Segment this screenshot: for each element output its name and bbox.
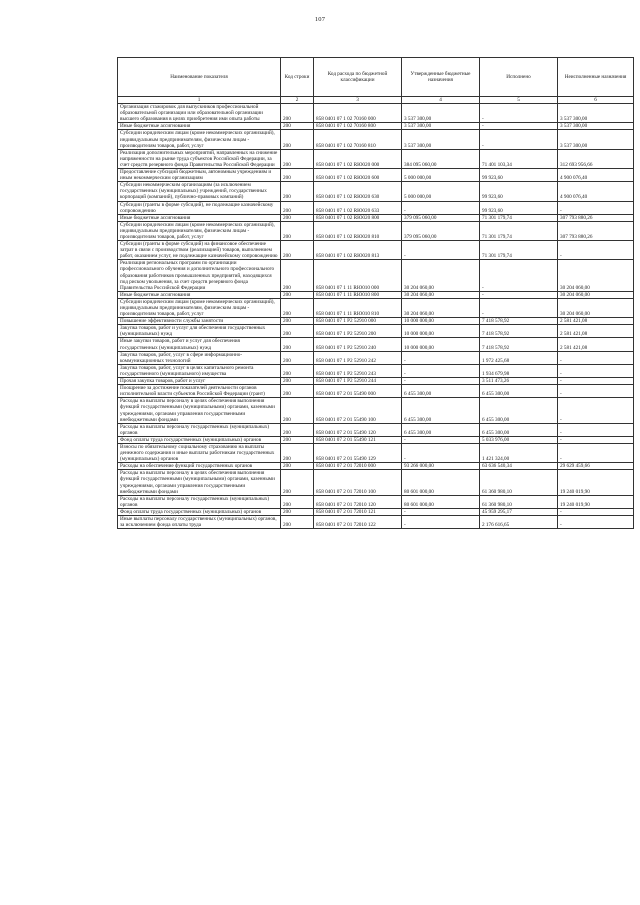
- table-row: [118, 325, 634, 338]
- row-unexecuted: 19 240 019,90: [558, 470, 634, 495]
- row-code: 200: [281, 423, 314, 436]
- row-name: Фонд оплаты труда государственных (муниципальных) органов: [118, 436, 281, 443]
- row-name: Закупка товаров, работ, услуг в сфере информационно-коммуникационных технологий: [118, 351, 281, 364]
- row-code: 200: [281, 516, 314, 529]
- table-row: [118, 351, 634, 364]
- row-unexecuted: 3 537 300,00: [558, 104, 634, 123]
- table-row: [118, 463, 634, 470]
- row-executed: 6 455 300,00: [480, 385, 558, 398]
- row-code: 200: [281, 463, 314, 470]
- table-row: [118, 221, 634, 240]
- row-kbk: 858 0401 07 2 01 55490 000: [314, 385, 402, 398]
- row-executed: 1 421 324,00: [480, 443, 558, 462]
- row-kbk: 858 0401 07 2 01 55490 129: [314, 443, 402, 462]
- row-unexecuted: 30 204 060,00: [558, 298, 634, 317]
- row-approved: 93 266 000,00: [402, 463, 480, 470]
- row-kbk: 858 0401 07 1 02 RЮ020 000: [314, 149, 402, 168]
- table-row: [118, 385, 634, 398]
- row-kbk: 858 0401 07 1 02 RЮ020 600: [314, 169, 402, 182]
- row-executed: -: [480, 123, 558, 130]
- row-name: Фонд оплаты труда государственных (муниципальных) органов: [118, 508, 281, 515]
- row-unexecuted: -: [558, 398, 634, 423]
- row-unexecuted: 312 693 956,66: [558, 149, 634, 168]
- row-approved: 80 601 000,00: [402, 495, 480, 508]
- table-row: [118, 470, 634, 495]
- row-approved: -: [402, 241, 480, 260]
- row-approved: -: [402, 364, 480, 377]
- header-row: [118, 58, 634, 97]
- row-kbk: 858 0401 07 1 11 RЮ010 800: [314, 291, 402, 298]
- row-approved: 3 537 300,00: [402, 130, 480, 149]
- row-executed: 7 418 578,92: [480, 338, 558, 351]
- row-approved: -: [402, 201, 480, 214]
- column-number: 2: [281, 97, 314, 104]
- row-name: Расходы на выплаты персоналу государственных (муниципальных) органов: [118, 495, 281, 508]
- column-number: 6: [558, 97, 634, 104]
- table-row: [118, 338, 634, 351]
- row-code: 200: [281, 201, 314, 214]
- row-kbk: 858 0401 07 1 P2 52910 000: [314, 318, 402, 325]
- row-unexecuted: -: [558, 364, 634, 377]
- row-kbk: 858 0401 07 2 01 72010 120: [314, 495, 402, 508]
- row-name: Иные бюджетные ассигнования: [118, 214, 281, 221]
- row-code: 200: [281, 291, 314, 298]
- row-executed: -: [480, 130, 558, 149]
- header-name: Наименование показателя: [118, 58, 281, 97]
- row-executed: 71 401 103,34: [480, 149, 558, 168]
- header-code: Код строки: [281, 58, 314, 97]
- column-number: 3: [314, 97, 402, 104]
- row-unexecuted: 3 537 300,00: [558, 130, 634, 149]
- row-approved: 3 537 300,00: [402, 123, 480, 130]
- table-row: [118, 123, 634, 130]
- row-kbk: 858 0401 07 1 11 RЮ010 000: [314, 260, 402, 291]
- row-unexecuted: 19 240 019,90: [558, 495, 634, 508]
- row-name: Иные закупки товаров, работ и услуг для обеспечения государственных (муниципальных) нужд: [118, 338, 281, 351]
- row-executed: 5 033 976,00: [480, 436, 558, 443]
- table-row: [118, 436, 634, 443]
- row-code: 200: [281, 378, 314, 385]
- row-kbk: 858 0401 07 1 02 70160 810: [314, 130, 402, 149]
- row-code: 200: [281, 221, 314, 240]
- header-approved: Утвержденные бюджетные назначения: [402, 58, 480, 97]
- row-code: 200: [281, 508, 314, 515]
- row-name: Расходы на выплаты персоналу в целях обеспечения выполнения функций государственными (муниципальными) органами, казенными учреждениями, органами управления государственными внебюджетными фондами: [118, 470, 281, 495]
- row-executed: -: [480, 291, 558, 298]
- row-approved: -: [402, 508, 480, 515]
- row-code: 200: [281, 214, 314, 221]
- row-name: Поощрение за достижение показателей деятельности органов исполнительной власти субъектов Российской Федерации (грант): [118, 385, 281, 398]
- row-approved: 10 000 000,00: [402, 325, 480, 338]
- row-code: 200: [281, 298, 314, 317]
- row-code: 200: [281, 470, 314, 495]
- row-unexecuted: -: [558, 508, 634, 515]
- table-row: [118, 169, 634, 182]
- row-code: 200: [281, 398, 314, 423]
- row-name: Взносы по обязательному социальному страхованию на выплаты денежного содержания и иные выплаты работникам государственных (муниципальных) органов: [118, 443, 281, 462]
- row-executed: 3 511 473,26: [480, 378, 558, 385]
- row-unexecuted: -: [558, 423, 634, 436]
- row-unexecuted: 2 581 421,08: [558, 325, 634, 338]
- row-code: 200: [281, 149, 314, 168]
- row-approved: 6 455 300,00: [402, 385, 480, 398]
- row-unexecuted: 3 537 300,00: [558, 123, 634, 130]
- row-executed: 99 923,60: [480, 169, 558, 182]
- row-approved: -: [402, 378, 480, 385]
- table-row: [118, 516, 634, 529]
- row-kbk: 858 0401 07 1 02 RЮ020 810: [314, 221, 402, 240]
- row-approved: 10 000 000,00: [402, 338, 480, 351]
- row-unexecuted: -: [558, 351, 634, 364]
- row-unexecuted: 29 629 459,66: [558, 463, 634, 470]
- table-row: [118, 364, 634, 377]
- row-name: Субсидии (гранты в форме субсидий) на финансовое обеспечение затрат в связи с производством (реализацией) товаров, выполнением работ, оказанием услуг, не подлежащие казначейскому сопровождению: [118, 241, 281, 260]
- table-row: [118, 130, 634, 149]
- row-approved: -: [402, 436, 480, 443]
- table-row: [118, 423, 634, 436]
- row-unexecuted: -: [558, 443, 634, 462]
- row-executed: 6 455 300,00: [480, 398, 558, 423]
- table-row: [118, 495, 634, 508]
- row-name: Иные выплаты персоналу государственных (муниципальных) органов, за исключением фонда оплаты труда: [118, 516, 281, 529]
- row-executed: -: [480, 298, 558, 317]
- row-kbk: 858 0401 07 1 02 RЮ020 813: [314, 241, 402, 260]
- row-kbk: 858 0401 07 1 02 RЮ020 630: [314, 182, 402, 201]
- row-kbk: 858 0401 07 2 01 72010 121: [314, 508, 402, 515]
- row-unexecuted: 30 204 060,00: [558, 291, 634, 298]
- row-kbk: 858 0401 07 1 02 RЮ020 800: [314, 214, 402, 221]
- row-code: 200: [281, 495, 314, 508]
- column-number-row: [118, 97, 634, 104]
- table-row: [118, 291, 634, 298]
- row-executed: 63 636 540,34: [480, 463, 558, 470]
- row-approved: 10 000 000,00: [402, 318, 480, 325]
- row-name: Реализация региональных программ по организации профессионального обучения и дополнительного профессионального образования работников промышленных предприятий, находящихся под риском увольнения, за счет средств резервного фонда Правительства Российской Федерации: [118, 260, 281, 291]
- row-approved: 379 095 060,00: [402, 221, 480, 240]
- row-name: Субсидии юридическим лицам (кроме некоммерческих организаций), индивидуальным предпринимателям, физическим лицам - производителям товаров, работ, услуг: [118, 221, 281, 240]
- table-row: [118, 318, 634, 325]
- row-kbk: 858 0401 07 1 P2 52910 240: [314, 338, 402, 351]
- row-unexecuted: -: [558, 385, 634, 398]
- table-body: [118, 104, 634, 529]
- row-executed: 7 418 578,92: [480, 318, 558, 325]
- row-unexecuted: -: [558, 436, 634, 443]
- row-unexecuted: 307 793 880,26: [558, 221, 634, 240]
- row-executed: 7 418 578,92: [480, 325, 558, 338]
- row-executed: 1 934 679,98: [480, 364, 558, 377]
- row-approved: 5 000 000,00: [402, 169, 480, 182]
- row-executed: 71 301 179,74: [480, 214, 558, 221]
- row-kbk: 858 0401 07 2 01 72010 000: [314, 463, 402, 470]
- row-name: Субсидии юридическим лицам (кроме некоммерческих организаций), индивидуальным предпринимателям, физическим лицам - производителям товаров, работ, услуг: [118, 298, 281, 317]
- row-approved: -: [402, 443, 480, 462]
- row-unexecuted: -: [558, 378, 634, 385]
- table-row: [118, 378, 634, 385]
- row-kbk: 858 0401 07 2 01 55490 100: [314, 398, 402, 423]
- row-code: 200: [281, 182, 314, 201]
- row-executed: 1 972 425,68: [480, 351, 558, 364]
- row-code: 200: [281, 241, 314, 260]
- row-kbk: 858 0401 07 2 01 55490 121: [314, 436, 402, 443]
- row-unexecuted: -: [558, 201, 634, 214]
- table-row: [118, 260, 634, 291]
- table-row: [118, 241, 634, 260]
- row-unexecuted: 4 900 076,40: [558, 169, 634, 182]
- row-unexecuted: 4 900 076,40: [558, 182, 634, 201]
- row-code: 200: [281, 338, 314, 351]
- row-kbk: 858 0401 07 1 02 70160 000: [314, 104, 402, 123]
- row-name: Субсидии некоммерческим организациям (за исключением государственных (муниципальных) учреждений, государственных корпораций (компаний), публично-правовых компаний): [118, 182, 281, 201]
- row-kbk: 858 0401 07 1 P2 52910 243: [314, 364, 402, 377]
- row-kbk: 858 0401 07 1 P2 52910 244: [314, 378, 402, 385]
- row-code: 200: [281, 104, 314, 123]
- header-unexecuted: Неисполненные назначения: [558, 58, 634, 97]
- row-code: 200: [281, 318, 314, 325]
- row-unexecuted: -: [558, 516, 634, 529]
- row-kbk: 858 0401 07 1 02 RЮ020 633: [314, 201, 402, 214]
- row-code: 200: [281, 260, 314, 291]
- page-number: 107: [314, 16, 326, 23]
- row-kbk: 858 0401 07 1 P2 52910 242: [314, 351, 402, 364]
- budget-execution-table: [117, 57, 634, 529]
- row-unexecuted: 30 204 060,00: [558, 260, 634, 291]
- row-approved: 6 455 300,00: [402, 423, 480, 436]
- row-approved: 384 095 060,00: [402, 149, 480, 168]
- table-row: [118, 104, 634, 123]
- row-executed: -: [480, 260, 558, 291]
- row-kbk: 858 0401 07 2 01 72010 100: [314, 470, 402, 495]
- row-unexecuted: 2 581 421,08: [558, 318, 634, 325]
- row-code: 200: [281, 123, 314, 130]
- row-kbk: 858 0401 07 2 01 72010 122: [314, 516, 402, 529]
- row-approved: 30 204 060,00: [402, 298, 480, 317]
- row-approved: 379 095 060,00: [402, 214, 480, 221]
- row-approved: -: [402, 351, 480, 364]
- row-name: Иные бюджетные ассигнования: [118, 291, 281, 298]
- row-approved: -: [402, 516, 480, 529]
- column-number: 5: [480, 97, 558, 104]
- table-row: [118, 149, 634, 168]
- row-code: 200: [281, 364, 314, 377]
- row-executed: 2 176 616,65: [480, 516, 558, 529]
- row-approved: 30 204 060,00: [402, 291, 480, 298]
- row-name: Организация стажировок для выпускников профессиональной образовательной организации или образовательной организации высшего образования в целях приобретения ими опыта работы: [118, 104, 281, 123]
- table-row: [118, 214, 634, 221]
- row-code: 200: [281, 385, 314, 398]
- row-kbk: 858 0401 07 1 02 70160 800: [314, 123, 402, 130]
- row-executed: 6 455 300,00: [480, 423, 558, 436]
- row-kbk: 858 0401 07 1 P2 52910 200: [314, 325, 402, 338]
- table-row: [118, 443, 634, 462]
- row-name: Субсидии (гранты в форме субсидий), не подлежащие казначейскому сопровождению: [118, 201, 281, 214]
- row-approved: 3 537 300,00: [402, 104, 480, 123]
- table-row: [118, 398, 634, 423]
- column-number: 1: [118, 97, 281, 104]
- row-executed: 71 301 179,74: [480, 221, 558, 240]
- row-unexecuted: 2 581 421,08: [558, 338, 634, 351]
- row-approved: 5 000 000,00: [402, 182, 480, 201]
- row-name: Иные бюджетные ассигнования: [118, 123, 281, 130]
- row-name: Предоставление субсидий бюджетным, автономным учреждениям и иным некоммерческим организациям: [118, 169, 281, 182]
- row-code: 200: [281, 351, 314, 364]
- row-name: Закупка товаров, работ, услуг в целях капитального ремонта государственного (муниципального) имущества: [118, 364, 281, 377]
- row-executed: 45 959 295,17: [480, 508, 558, 515]
- table-row: [118, 182, 634, 201]
- row-unexecuted: -: [558, 241, 634, 260]
- row-name: Закупка товаров, работ и услуг для обеспечения государственных (муниципальных) нужд: [118, 325, 281, 338]
- row-name: Реализация дополнительных мероприятий, направленных на снижение напряженности на рынке труда субъектов Российской Федерации, за счет средств резервного фонда Правительства Российской Федерации: [118, 149, 281, 168]
- header-executed: Исполнено: [480, 58, 558, 97]
- table-row: [118, 508, 634, 515]
- column-number: 4: [402, 97, 480, 104]
- row-approved: 6 455 300,00: [402, 398, 480, 423]
- row-kbk: 858 0401 07 2 01 55490 120: [314, 423, 402, 436]
- row-kbk: 858 0401 07 1 11 RЮ010 810: [314, 298, 402, 317]
- row-executed: 99 923,60: [480, 201, 558, 214]
- row-name: Расходы на выплаты персоналу в целях обеспечения выполнения функций государственными (муниципальными) органами, казенными учреждениями, органами управления государственными внебюджетными фондами: [118, 398, 281, 423]
- row-name: Расходы на обеспечение функций государственных органов: [118, 463, 281, 470]
- row-name: Расходы на выплаты персоналу государственных (муниципальных) органов: [118, 423, 281, 436]
- row-name: Прочая закупка товаров, работ и услуг: [118, 378, 281, 385]
- header-kbk: Код расхода по бюджетной классификации: [314, 58, 402, 97]
- row-code: 200: [281, 436, 314, 443]
- row-executed: 61 360 980,10: [480, 470, 558, 495]
- row-executed: 99 923,60: [480, 182, 558, 201]
- row-code: 200: [281, 130, 314, 149]
- row-code: 200: [281, 325, 314, 338]
- row-approved: 80 601 000,00: [402, 470, 480, 495]
- row-name: Повышение эффективности службы занятости: [118, 318, 281, 325]
- row-approved: 30 204 060,00: [402, 260, 480, 291]
- row-code: 200: [281, 169, 314, 182]
- row-code: 200: [281, 443, 314, 462]
- table-row: [118, 298, 634, 317]
- table-row: [118, 201, 634, 214]
- row-name: Субсидии юридическим лицам (кроме некоммерческих организаций), индивидуальным предпринимателям, физическим лицам - производителям товаров, работ, услуг: [118, 130, 281, 149]
- row-unexecuted: 307 793 880,26: [558, 214, 634, 221]
- row-executed: 61 360 980,10: [480, 495, 558, 508]
- row-executed: -: [480, 104, 558, 123]
- row-executed: 71 301 179,74: [480, 241, 558, 260]
